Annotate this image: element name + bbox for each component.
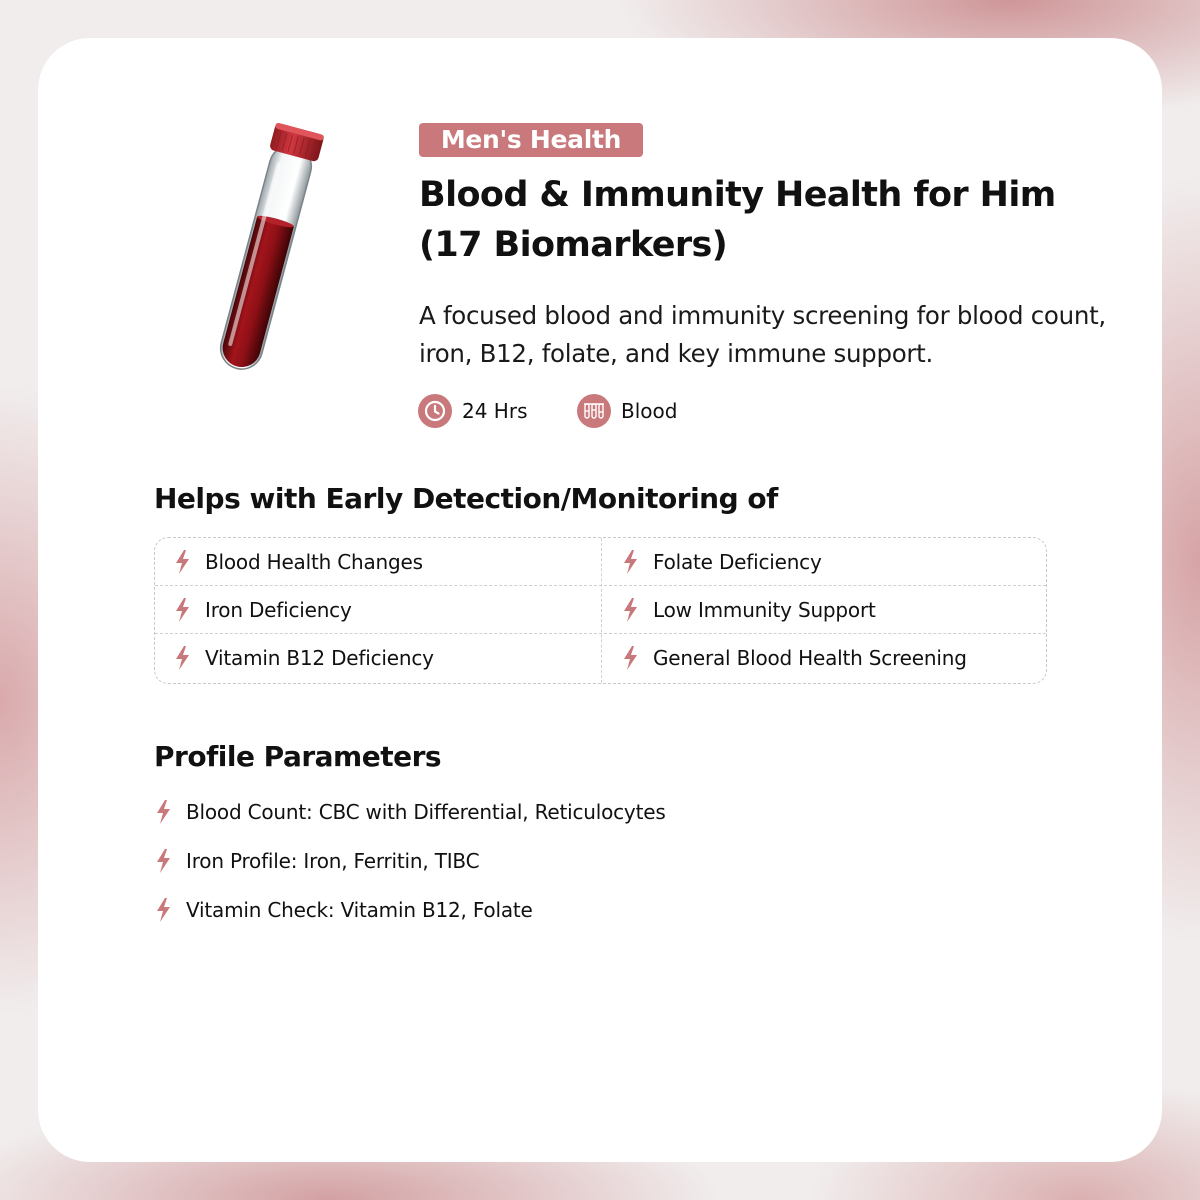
lightning-bolt-icon [154,800,172,824]
detection-item-label: Blood Health Changes [205,550,423,574]
detection-item-label: General Blood Health Screening [653,646,967,670]
product-description: A focused blood and immunity screening for blood count, iron, B12, folate, and key immune support. [419,301,1106,368]
sample-type-info [577,394,677,428]
page-title: Blood & Immunity Health for Him (17 Biomarkers) [419,175,1056,265]
parameters-heading: Profile Parameters [154,740,442,773]
detection-item [155,538,423,586]
lightning-bolt-icon [621,550,639,574]
lightning-bolt-icon [154,898,172,922]
detection-item-label: Folate Deficiency [653,550,822,574]
test-tubes-icon [577,394,611,428]
category-badge: Men's Health [419,123,643,157]
detection-item [603,634,967,682]
sample-type-label: Blood [621,399,678,423]
detection-item-label: Vitamin B12 Deficiency [205,646,434,670]
detection-item-label: Iron Deficiency [205,598,352,622]
turnaround-info [418,394,528,428]
grid-divider [601,538,602,683]
lightning-bolt-icon [173,550,191,574]
detection-item [603,538,822,586]
turnaround-label: 24 Hrs [462,399,528,423]
blood-test-tube-illustration [190,122,340,392]
detection-heading: Helps with Early Detection/Monitoring of [154,482,778,515]
lightning-bolt-icon [154,849,172,873]
parameter-item-label: Vitamin Check: Vitamin B12, Folate [186,898,533,922]
lightning-bolt-icon [173,598,191,622]
parameter-item-label: Blood Count: CBC with Differential, Reticulocytes [186,800,666,824]
detection-item [155,634,434,682]
clock-icon [418,394,452,428]
parameter-item [154,895,533,925]
detection-grid [154,537,1047,684]
lightning-bolt-icon [621,598,639,622]
parameter-item-label: Iron Profile: Iron, Ferritin, TIBC [186,849,480,873]
parameter-item [154,846,479,876]
parameter-item [154,797,666,827]
detection-item [603,586,876,634]
lightning-bolt-icon [173,646,191,670]
detection-item [155,586,352,634]
lightning-bolt-icon [621,646,639,670]
detection-item-label: Low Immunity Support [653,598,876,622]
